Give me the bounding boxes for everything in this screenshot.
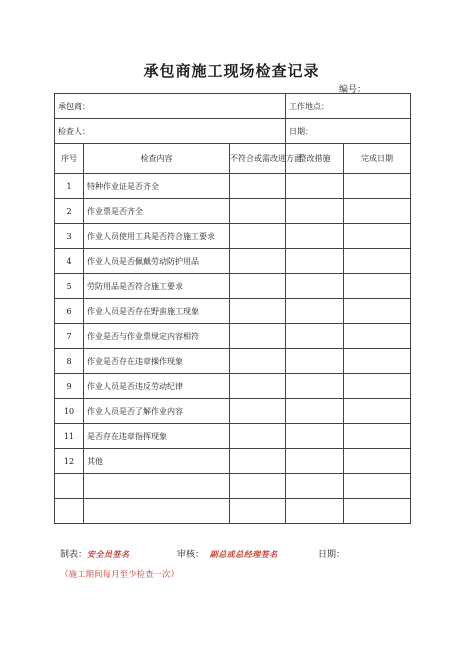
reviewed-label: 审核： xyxy=(177,550,205,560)
measures-cell[interactable] xyxy=(286,374,344,399)
item-content: 作业人员是否佩戴劳动防护用品 xyxy=(84,249,230,274)
completion-cell[interactable] xyxy=(344,349,411,374)
header-no: 序号 xyxy=(55,144,84,174)
location-label: 工作地点： xyxy=(289,101,329,111)
item-number: 11 xyxy=(55,424,84,449)
item-number: 6 xyxy=(55,299,84,324)
measures-cell[interactable] xyxy=(286,174,344,199)
measures-cell[interactable] xyxy=(286,299,344,324)
item-content: 作业人员是否存在野蛮施工现象 xyxy=(84,299,230,324)
completion-cell[interactable] xyxy=(344,374,411,399)
blank-cell[interactable] xyxy=(230,499,286,524)
header-completion: 完成日期 xyxy=(344,144,411,174)
completion-cell[interactable] xyxy=(344,174,411,199)
table-row xyxy=(55,399,411,424)
item-number: 8 xyxy=(55,349,84,374)
inspector-label: 检查人： xyxy=(58,126,90,136)
measures-cell[interactable] xyxy=(286,349,344,374)
measures-cell[interactable] xyxy=(286,324,344,349)
table-row xyxy=(55,249,411,274)
measures-cell[interactable] xyxy=(286,399,344,424)
blank-cell[interactable] xyxy=(55,499,84,524)
table-row xyxy=(55,224,411,249)
completion-cell[interactable] xyxy=(344,224,411,249)
nonconform-cell[interactable] xyxy=(230,249,286,274)
item-content: 是否存在违章指挥现象 xyxy=(84,424,230,449)
nonconform-cell[interactable] xyxy=(230,424,286,449)
date-label: 日期： xyxy=(289,126,313,136)
nonconform-cell[interactable] xyxy=(230,224,286,249)
nonconform-cell[interactable] xyxy=(230,449,286,474)
blank-cell[interactable] xyxy=(286,499,344,524)
completion-cell[interactable] xyxy=(344,199,411,224)
table-row xyxy=(55,199,411,224)
info-row-inspector xyxy=(55,119,411,144)
item-content: 作业票是否齐全 xyxy=(84,199,230,224)
item-content: 作业人员使用工具是否符合施工要求 xyxy=(84,224,230,249)
item-content: 特种作业证是否齐全 xyxy=(84,174,230,199)
table-row xyxy=(55,424,411,449)
header-row xyxy=(55,144,411,174)
date-field[interactable] xyxy=(286,119,411,144)
blank-row xyxy=(55,474,411,499)
footer-date-label: 日期： xyxy=(318,550,346,560)
measures-cell[interactable] xyxy=(286,424,344,449)
contractor-field[interactable] xyxy=(55,94,286,119)
blank-cell[interactable] xyxy=(84,474,230,499)
completion-cell[interactable] xyxy=(344,424,411,449)
item-number: 3 xyxy=(55,224,84,249)
item-content: 作业人员是否违反劳动纪律 xyxy=(84,374,230,399)
prepared-signature: 安全员签名 xyxy=(87,549,130,559)
blank-cell[interactable] xyxy=(344,474,411,499)
completion-cell[interactable] xyxy=(344,449,411,474)
item-content: 其他 xyxy=(84,449,230,474)
item-number: 12 xyxy=(55,449,84,474)
header-content: 检查内容 xyxy=(84,144,230,174)
item-number: 10 xyxy=(55,399,84,424)
blank-cell[interactable] xyxy=(55,474,84,499)
doc-number-label: 编号： xyxy=(339,85,367,95)
completion-cell[interactable] xyxy=(344,249,411,274)
blank-cell[interactable] xyxy=(84,499,230,524)
measures-cell[interactable] xyxy=(286,199,344,224)
item-content: 作业是否存在违章操作现象 xyxy=(84,349,230,374)
item-number: 5 xyxy=(55,274,84,299)
nonconform-cell[interactable] xyxy=(230,399,286,424)
blank-cell[interactable] xyxy=(230,474,286,499)
item-content: 作业是否与作业票规定内容相符 xyxy=(84,324,230,349)
completion-cell[interactable] xyxy=(344,399,411,424)
reviewed-by xyxy=(177,547,278,560)
frequency-note: （施工期间每月至少检查一次） xyxy=(60,570,180,580)
header-measures: 整改措施 xyxy=(286,144,344,174)
measures-cell[interactable] xyxy=(286,224,344,249)
nonconform-cell[interactable] xyxy=(230,299,286,324)
nonconform-cell[interactable] xyxy=(230,174,286,199)
blank-cell[interactable] xyxy=(344,499,411,524)
table-row xyxy=(55,274,411,299)
blank-row xyxy=(55,499,411,524)
inspection-table xyxy=(54,93,411,524)
item-number: 1 xyxy=(55,174,84,199)
item-content: 劳防用品是否符合施工要求 xyxy=(84,274,230,299)
contractor-label: 承包商： xyxy=(58,101,90,111)
table-row xyxy=(55,299,411,324)
table-row xyxy=(55,349,411,374)
footer-date xyxy=(318,547,345,560)
blank-cell[interactable] xyxy=(286,474,344,499)
measures-cell[interactable] xyxy=(286,449,344,474)
nonconform-cell[interactable] xyxy=(230,274,286,299)
table-row xyxy=(55,324,411,349)
completion-cell[interactable] xyxy=(344,324,411,349)
measures-cell[interactable] xyxy=(286,249,344,274)
completion-cell[interactable] xyxy=(344,274,411,299)
location-field[interactable] xyxy=(286,94,411,119)
table-row xyxy=(55,374,411,399)
reviewed-signature: 副总或总经理签名 xyxy=(209,549,278,559)
table-row xyxy=(55,449,411,474)
inspector-field[interactable] xyxy=(55,119,286,144)
item-number: 4 xyxy=(55,249,84,274)
item-number: 9 xyxy=(55,374,84,399)
page-title: 承包商施工现场检查记录 xyxy=(143,62,320,80)
item-content: 作业人员是否了解作业内容 xyxy=(84,399,230,424)
item-number: 7 xyxy=(55,324,84,349)
prepared-by xyxy=(60,547,130,560)
nonconform-cell[interactable] xyxy=(230,324,286,349)
measures-cell[interactable] xyxy=(286,274,344,299)
nonconform-cell[interactable] xyxy=(230,199,286,224)
table-row xyxy=(55,174,411,199)
item-number: 2 xyxy=(55,199,84,224)
prepared-label: 制表： xyxy=(60,550,88,560)
nonconform-cell[interactable] xyxy=(230,374,286,399)
completion-cell[interactable] xyxy=(344,299,411,324)
info-row-contractor xyxy=(55,94,411,119)
nonconform-cell[interactable] xyxy=(230,349,286,374)
header-nonconform: 不符合或需改进方面 xyxy=(230,144,286,174)
